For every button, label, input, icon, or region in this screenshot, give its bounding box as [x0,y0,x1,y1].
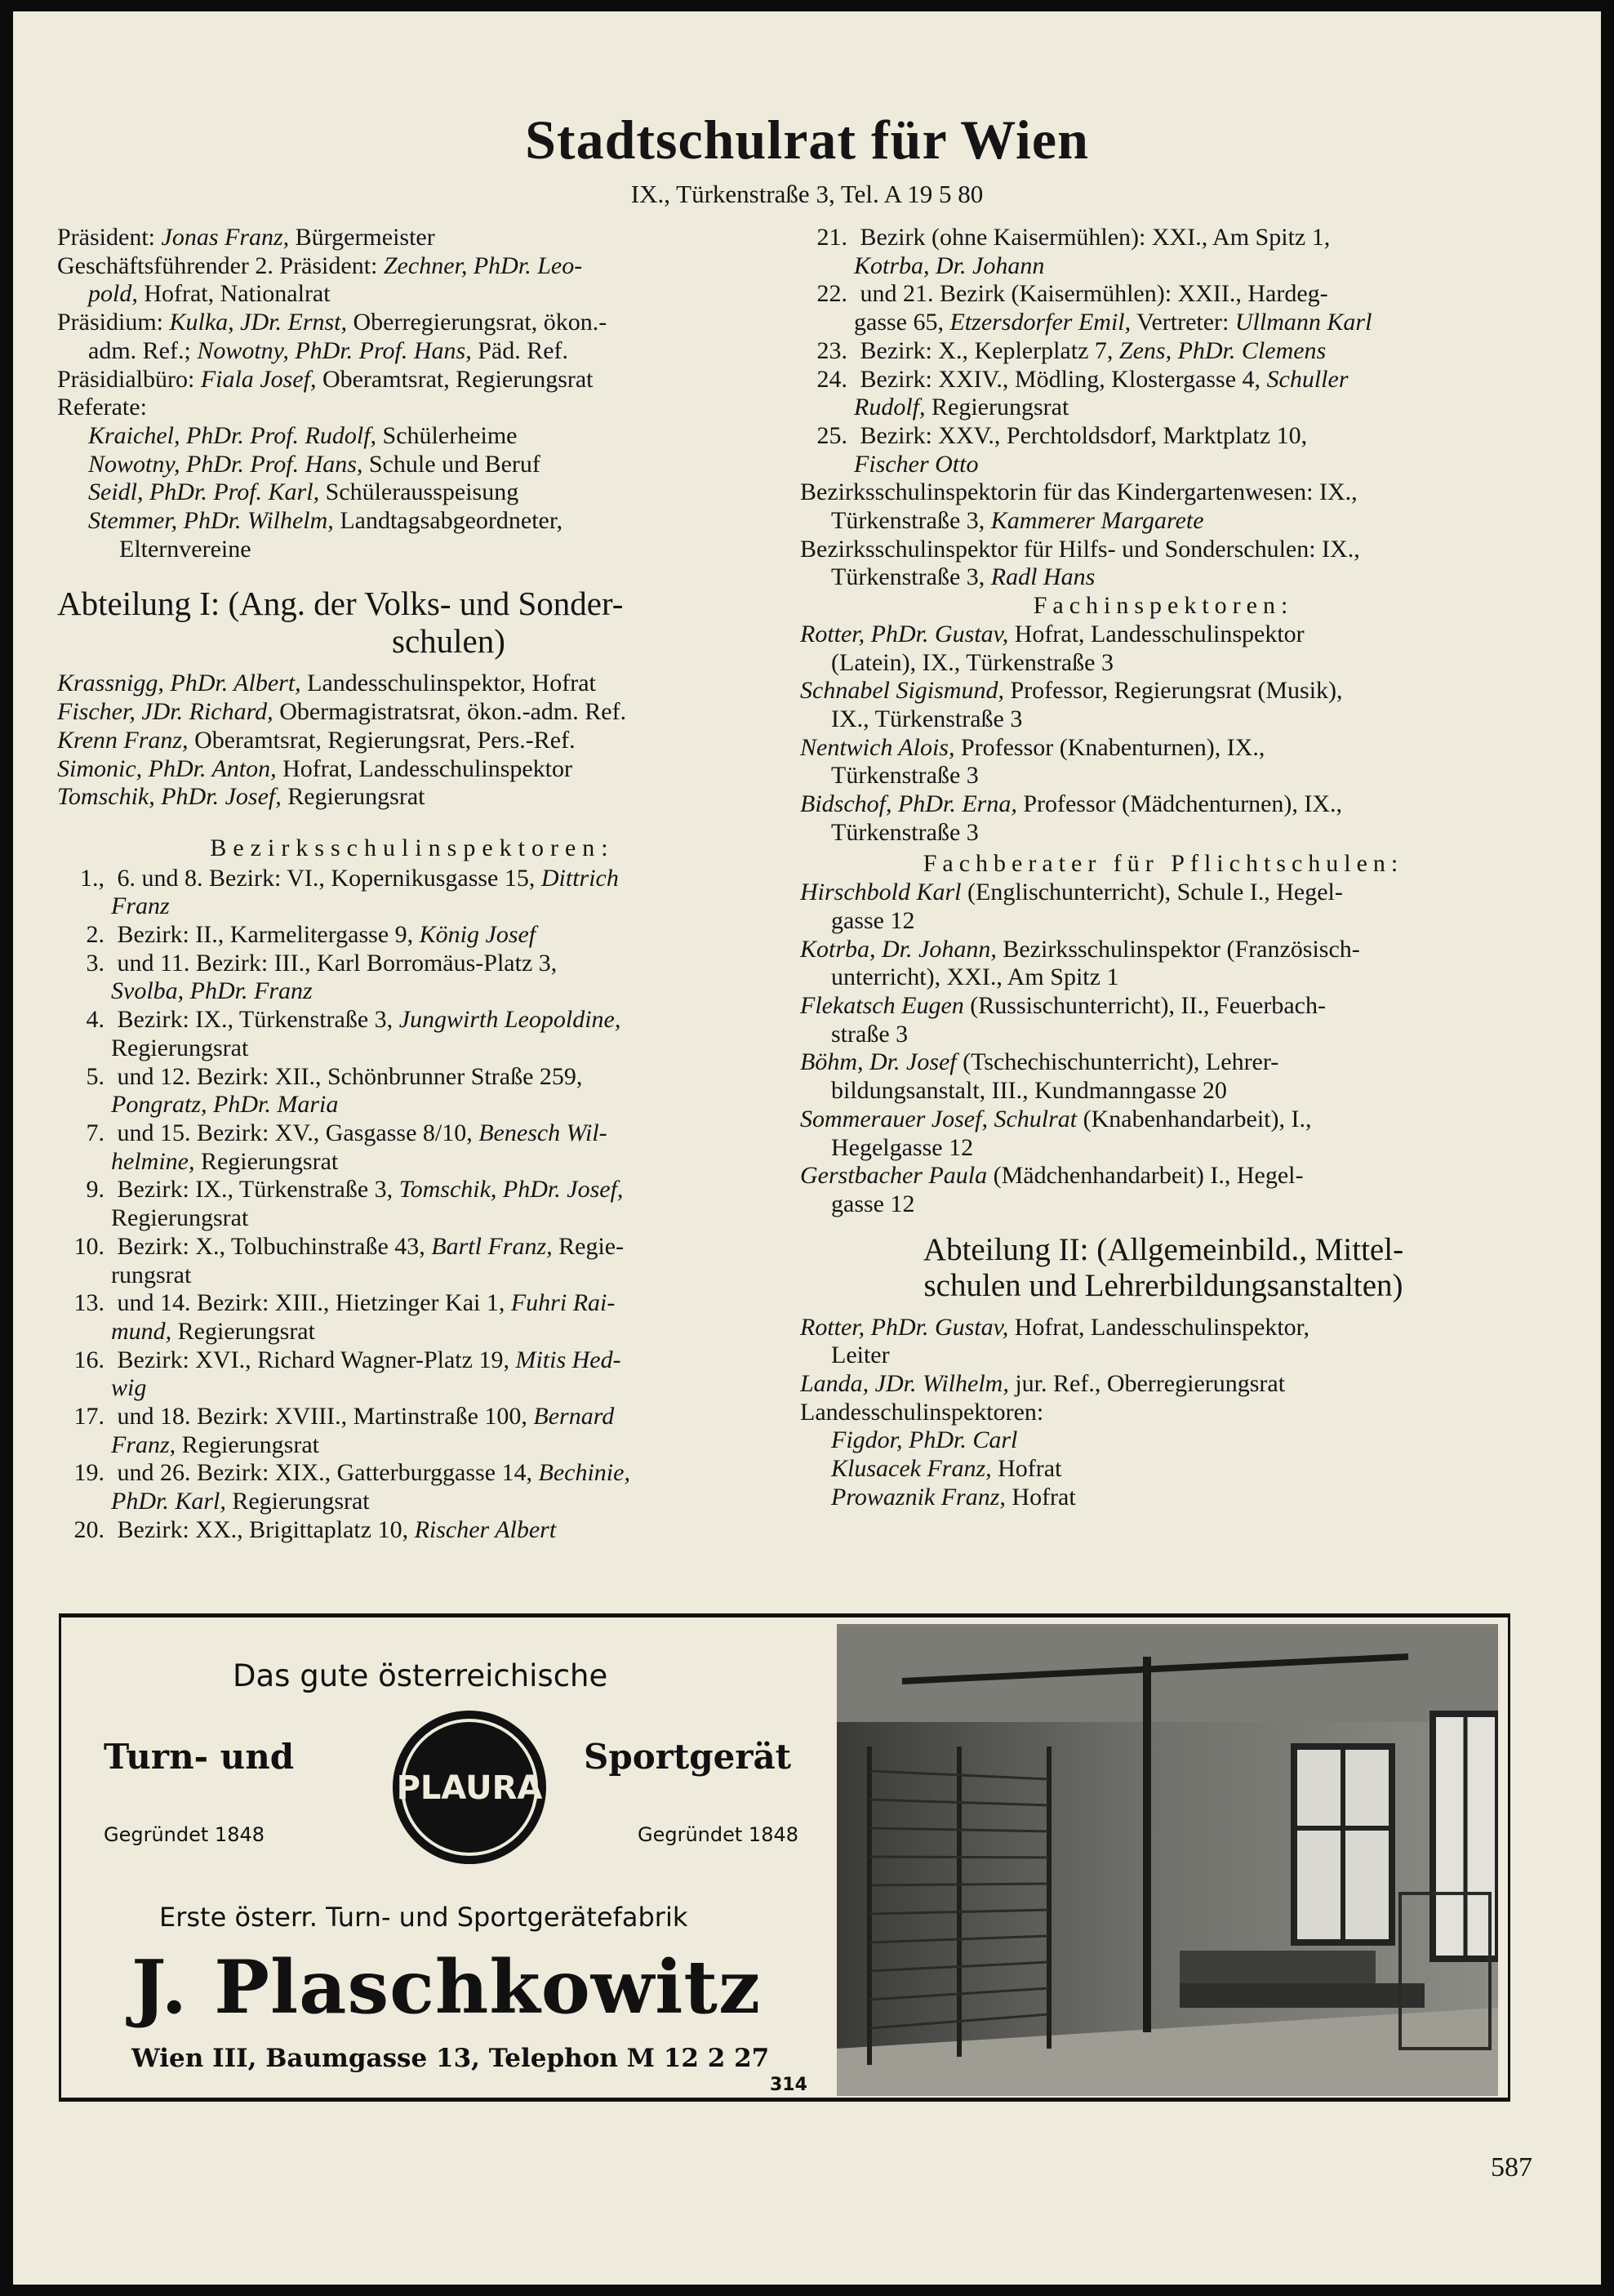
advertisement [59,1613,1510,2102]
inspector-line-cont [800,252,1527,281]
inspector-line [800,280,1527,309]
person-name: Krenn Franz, [57,726,189,754]
staff-line [800,790,1527,819]
person-name: Mitis Hed- [515,1346,621,1373]
landesschulinspektoren-list [800,1426,1527,1511]
person-name: Bartl Franz, [431,1232,553,1260]
person-name: Fuhri Rai- [510,1289,616,1317]
inspector-text: Vertreter: [1131,309,1235,336]
landesschulinspektor-line [800,1455,1527,1484]
person-name: Franz, [111,1431,176,1458]
ad-founded-left: Gegründet 1848 [104,1823,265,1846]
ad-subtitle: Erste österr. Turn- und Sportgerätefabrik [159,1902,688,1933]
district-number: 4. [86,1006,104,1034]
staff-line [57,783,767,812]
person-name: Kotrba, Dr. Johann, [800,935,997,963]
referat-line [57,478,767,507]
special-line-cont [800,563,1527,592]
person-name: Radl Hans [990,563,1096,591]
landesschulinspektor-line [800,1426,1527,1455]
inspector-line [800,337,1527,366]
staff-text: Professor (Knabenturnen), IX., [954,733,1265,761]
page-title: Stadtschulrat für Wien [525,109,1089,171]
inspector-text: und 15. Bezirk: XV., Gasgasse 8/10, [111,1119,479,1146]
office-address: IX., Türkenstraße 3, Tel. A 19 5 80 [630,180,984,208]
person-name: Bechinie, [538,1459,630,1487]
person-name: Kulka, JDr. Ernst, [169,309,348,336]
inspector-text: und 21. Bezirk (Kaisermühlen): XXII., Hardeg- [854,280,1328,308]
staff-line-cont [800,907,1527,936]
abteilung2-heading-line2: schulen und Lehrerbildungsanstalten) [923,1267,1403,1303]
special-inspectors-list [800,478,1527,592]
fachinspektoren-list [800,621,1527,848]
inspector-text: Bezirk: X., Tolbuchinstraße 43, [111,1232,432,1260]
staff-text: Leiter [831,1342,890,1369]
inspector-line-cont [57,1488,767,1516]
inspector-text: gasse 65, [854,309,950,336]
board-line [57,309,767,337]
person-name: Rotter, PhDr. Gustav, [800,1313,1009,1341]
person-name: Hirschbold Karl [800,879,962,906]
staff-line-cont [800,1190,1527,1219]
referat-line [57,507,767,536]
person-name: wig [111,1374,147,1402]
gymnasium-photo [837,1624,1498,2096]
inspector-text: und 12. Bezirk: XII., Schönbrunner Straße 259, [111,1062,583,1090]
inspector-line [57,865,767,893]
staff-line [57,755,767,784]
referat-line [57,536,767,564]
staff-text: Professor (Mädchenturnen), IX., [1016,790,1343,818]
inspector-text: Bezirk: IX., Türkenstraße 3, [111,1006,399,1034]
inspector-text: und 11. Bezirk: III., Karl Borromäus-Platz 3, [111,949,558,977]
staff-line [800,879,1527,907]
person-name: Figdor, PhDr. Carl [831,1426,1018,1454]
inspector-text: Regierungsrat [176,1431,319,1458]
staff-line [800,1314,1527,1342]
inspector-text: Regierungsrat [194,1147,339,1175]
board-text: Oberregierungsrat, ökon.- [347,309,607,336]
person-name: pold, [88,280,138,308]
inspector-text: Regierungsrat [171,1317,315,1345]
person-name: Krassnigg, PhDr. Albert, [57,670,301,697]
inspector-line-cont [57,977,767,1006]
person-name: Franz [111,892,170,920]
district-number: 24. [816,365,847,393]
referat-line [57,451,767,479]
inspector-line-cont [57,892,767,921]
inspector-text: Bezirk: II., Karmelitergasse 9, [111,921,420,949]
person-name: Rudolf, [854,394,926,421]
staff-line-cont [800,1077,1527,1106]
staff-line [800,677,1527,705]
staff-line [800,1162,1527,1190]
board-line [57,394,767,422]
inspector-line [57,1459,767,1488]
district-number: 3. [86,949,104,977]
board-text: Bürgermeister [289,224,435,251]
district-number: 23. [816,336,847,364]
staff-text: Obermagistratsrat, ökon.-adm. Ref. [273,698,627,726]
person-name: Simonic, PhDr. Anton, [57,754,277,782]
staff-text: (Knabenhandarbeit), I., [1077,1105,1312,1132]
inspector-text: Regierungsrat [225,1488,370,1515]
ad-product-left: Turn- und [104,1737,295,1777]
person-name: Nentwich Alois, [800,733,955,761]
ad-product-right: Sportgerät [584,1737,792,1777]
staff-line-cont [800,963,1527,992]
staff-text: unterricht), XXI., Am Spitz 1 [831,963,1119,991]
person-name: Stemmer, PhDr. Wilhelm, [88,507,334,535]
special-line [800,536,1527,564]
district-number: 5. [86,1062,104,1090]
inspector-line-cont [800,451,1527,479]
inspector-text: Bezirk: XXIV., Mödling, Klostergasse 4, [854,365,1267,393]
inspector-line [800,224,1527,252]
bezirksschulinspektoren-list-cont [800,224,1527,478]
district-number: 20. [73,1515,104,1543]
staff-text: (Tschechischunterricht), Lehrer- [956,1048,1279,1076]
staff-text: Professor, Regierungsrat (Musik), [1003,677,1343,705]
staff-line [800,1370,1527,1399]
board-line [57,252,767,281]
abteilung1-heading [57,585,767,660]
landesschulinspektor-line [800,1484,1527,1512]
person-name: Benesch Wil- [478,1119,607,1146]
staff-text: Hofrat [991,1455,1062,1483]
ad-tagline: Das gute österreichische [233,1658,608,1693]
staff-line-cont [800,1134,1527,1163]
staff-line [800,992,1527,1021]
staff-text: straße 3 [831,1020,909,1048]
inspector-text: Bezirk: XVI., Richard Wagner-Platz 19, [111,1346,516,1373]
staff-text: Hofrat, Landesschulinspektor [1008,620,1305,647]
person-name: Rotter, PhDr. Gustav, [800,620,1009,647]
person-name: Kammerer Margarete [990,507,1204,535]
district-number: 13. [73,1289,104,1317]
person-name: Nowotny, PhDr. Prof. Hans, [197,336,472,364]
inspector-line [57,1289,767,1318]
board-text: Geschäftsführender 2. Präsident: [57,251,384,279]
inspector-line [57,1233,767,1261]
inspector-line-cont [57,1035,767,1063]
abteilung1-staff [57,670,767,812]
board-text: Präsidialbüro: [57,365,201,393]
district-number: 22. [816,280,847,308]
staff-line [800,1106,1527,1134]
ad-company: J. Plaschkowitz [131,1944,762,2031]
inspector-line [57,921,767,950]
staff-text: Türkenstraße 3 [831,762,979,790]
inspector-text: Bezirk: XX., Brigittaplatz 10, [111,1515,415,1543]
person-name: Fischer, JDr. Richard, [57,698,273,726]
inspector-text: Regierungsrat [111,1034,249,1061]
gymnasium-photo-illustration [837,1624,1498,2096]
district-number: 19. [73,1459,104,1487]
person-name: Flekatsch Eugen [800,991,964,1019]
staff-text: Regierungsrat [281,783,425,811]
inspector-text: rungsrat [111,1261,192,1288]
person-name: Prowaznik Franz, [831,1483,1006,1511]
inspector-line-cont [57,1204,767,1233]
person-name: Tomschik, PhDr. Josef, [398,1176,624,1204]
person-name: helmine, [111,1147,195,1175]
staff-line-cont [800,1021,1527,1049]
inspector-line [57,1119,767,1148]
person-name: Klusacek Franz, [831,1455,992,1483]
board-line [57,280,767,309]
board-line [57,224,767,252]
special-line-cont [800,507,1527,536]
referate-list [57,422,767,564]
bezirksschulinspektoren-heading: Bezirksschulinspektoren: [210,834,615,861]
inspector-line-cont [57,1148,767,1177]
staff-line [57,727,767,755]
right-column [800,224,1527,1512]
ad-address: Wien III, Baumgasse 13, Telephon M 12 2 27 [131,2044,770,2073]
staff-line-cont [800,762,1527,790]
staff-line [57,670,767,698]
inspector-text: Regierungsrat [925,394,1069,421]
inspector-line-cont [57,1374,767,1403]
person-name: Bidschof, PhDr. Erna, [800,790,1017,818]
staff-line [800,1048,1527,1077]
person-name: Schnabel Sigismund, [800,677,1004,705]
board-text: Referate: [57,394,147,421]
board-text: Hofrat, Nationalrat [137,280,331,308]
inspector-line-cont [800,309,1527,337]
staff-line-cont [800,649,1527,678]
inspector-text: und 18. Bezirk: XVIII., Martinstraße 100, [111,1403,534,1431]
plaura-logo-icon [389,1707,549,1867]
inspector-line [57,1346,767,1375]
special-text: Türkenstraße 3, [831,507,991,535]
board-text: Präsidium: [57,309,170,336]
abteilung1-heading-line1: Abteilung I: (Ang. der Volks- und Sonder- [57,585,624,623]
abteilung1-heading-line2: schulen) [392,622,505,661]
person-name: Fischer Otto [854,450,979,478]
staff-line [800,621,1527,649]
board-text: Präsident: [57,224,162,251]
inspector-line [57,1063,767,1092]
person-name: Dittrich [540,864,619,892]
person-name: Gerstbacher Paula [800,1162,988,1190]
staff-text: (Russischunterricht), II., Feuerbach- [963,991,1326,1019]
inspector-text: Regie- [552,1232,625,1260]
page [13,11,1601,2285]
inspector-text: und 26. Bezirk: XIX., Gatterburggasse 14, [111,1459,539,1487]
person-name: Pongratz, PhDr. Maria [111,1091,339,1119]
bezirksschulinspektoren-list [57,865,767,1545]
special-line [800,478,1527,507]
staff-text: Hegelgasse 12 [831,1133,974,1161]
staff-line [57,698,767,727]
referat-text: Schule und Beruf [362,450,540,478]
person-name: Kraichel, PhDr. Prof. Rudolf, [88,421,377,449]
person-name: Etzersdorfer Emil, [949,309,1132,336]
inspector-line-cont [57,1261,767,1290]
person-name: Svolba, PhDr. Franz [111,977,313,1005]
person-name: Jungwirth Leopoldine, [398,1006,621,1034]
person-name: Landa, JDr. Wilhelm, [800,1370,1009,1398]
person-name: Zens, PhDr. Clemens [1118,336,1327,364]
fachberater-list [800,879,1527,1218]
referat-text: Landtagsabgeordneter, [333,507,563,535]
district-number: 1., [80,864,104,892]
staff-text: Hofrat, Landesschulinspektor [276,754,573,782]
inspector-text: Bezirk (ohne Kaisermühlen): XXI., Am Spitz 1, [854,224,1331,251]
person-name: König Josef [419,921,536,949]
special-text: Bezirksschulinspektorin für das Kindergartenwesen: IX., [800,478,1358,506]
staff-text: Türkenstraße 3 [831,818,979,846]
abteilung2-heading [800,1232,1527,1304]
special-text: Bezirksschulinspektor für Hilfs- und Sonderschulen: IX., [800,535,1360,563]
staff-text: jur. Ref., Oberregierungsrat [1008,1370,1286,1398]
inspector-text: Bezirk: XXV., Perchtoldsdorf, Marktplatz 10, [854,421,1308,449]
staff-text: Hofrat, Landesschulinspektor, [1008,1313,1309,1341]
person-name: Böhm, Dr. Josef [800,1048,957,1076]
district-number: 17. [73,1403,104,1431]
board-text: Päd. Ref. [471,336,569,364]
board-text: Oberamtsrat, Regierungsrat [316,365,594,393]
district-number: 16. [73,1346,104,1373]
ad-founded-right: Gegründet 1848 [638,1823,799,1846]
abteilung2-heading-line1: Abteilung II: (Allgemeinbild., Mittel- [923,1231,1404,1267]
left-column [57,224,767,1545]
person-name: Schuller [1266,365,1349,393]
inspector-line-cont [57,1318,767,1346]
person-name: Sommerauer Josef, Schulrat [800,1105,1078,1132]
ad-number: 314 [770,2075,807,2095]
district-number: 25. [816,421,847,449]
district-number: 9. [86,1176,104,1204]
landesschulinspektoren-label: Landesschulinspektoren: [800,1398,1044,1426]
page-number: 587 [1491,2152,1532,2183]
inspector-line [800,422,1527,451]
staff-text: (Englischunterricht), Schule I., Hegel- [961,879,1343,906]
staff-text: bildungsanstalt, III., Kundmanngasse 20 [831,1077,1227,1105]
inspector-text: Regierungsrat [111,1204,249,1232]
referat-text: Elternvereine [119,535,251,563]
inspector-line-cont [57,1091,767,1119]
staff-text: Oberamtsrat, Regierungsrat, Pers.-Ref. [188,726,576,754]
person-name: Nowotny, PhDr. Prof. Hans, [88,450,363,478]
district-number: 7. [86,1119,104,1146]
person-name: mund, [111,1317,172,1345]
district-number: 2. [86,921,104,949]
inspector-line-cont [800,394,1527,422]
board-list [57,224,767,422]
logo-text: PLAURA [396,1769,543,1807]
referat-line [57,422,767,451]
staff-line-cont [800,819,1527,848]
staff-text: Bezirksschulinspektor (Französisch- [996,935,1360,963]
staff-line-cont [800,705,1527,734]
board-line [57,337,767,366]
inspector-line [57,1403,767,1431]
board-text: adm. Ref.; [88,336,198,364]
inspector-line [57,1516,767,1545]
person-name: Kotrba, Dr. Johann [854,251,1045,279]
person-name: Fiala Josef, [200,365,317,393]
person-name: Rischer Albert [414,1515,557,1543]
staff-text: gasse 12 [831,1190,915,1217]
inspector-line [800,366,1527,394]
staff-line [800,936,1527,964]
staff-text: Landesschulinspektor, Hofrat [300,670,596,697]
referat-text: Schülerausspeisung [319,478,519,506]
inspector-text: und 14. Bezirk: XIII., Hietzinger Kai 1, [111,1289,511,1317]
person-name: Jonas Franz, [161,224,290,251]
person-name: Zechner, PhDr. Leo- [383,251,583,279]
inspector-text: Bezirk: IX., Türkenstraße 3, [111,1176,399,1204]
staff-text: IX., Türkenstraße 3 [831,705,1023,732]
abteilung2-staff [800,1314,1527,1399]
staff-text: (Latein), IX., Türkenstraße 3 [831,648,1114,676]
district-number: 10. [73,1232,104,1260]
person-name: Ullmann Karl [1234,309,1372,336]
fachinspektoren-heading: Fachinspektoren: [1033,592,1294,620]
inspector-line [57,1006,767,1035]
person-name: Tomschik, PhDr. Josef, [57,783,282,811]
staff-line [800,734,1527,763]
staff-line-cont [800,1342,1527,1370]
fachberater-heading: Fachberater für Pflichtschulen: [923,850,1404,878]
board-line [57,366,767,394]
inspector-line-cont [57,1431,767,1460]
special-text: Türkenstraße 3, [831,563,991,591]
inspector-line [57,1176,767,1204]
inspector-text: 6. und 8. Bezirk: VI., Kopernikusgasse 15, [111,864,541,892]
inspector-text: Bezirk: X., Keplerplatz 7, [854,336,1119,364]
person-name: PhDr. Karl, [111,1488,226,1515]
staff-text: gasse 12 [831,906,915,934]
staff-text: Hofrat [1005,1483,1076,1511]
staff-text: (Mädchenhandarbeit) I., Hegel- [987,1162,1304,1190]
referat-text: Schülerheime [376,421,518,449]
person-name: Bernard [533,1403,615,1431]
person-name: Seidl, PhDr. Prof. Karl, [88,478,320,506]
inspector-line [57,950,767,978]
district-number: 21. [816,224,847,251]
